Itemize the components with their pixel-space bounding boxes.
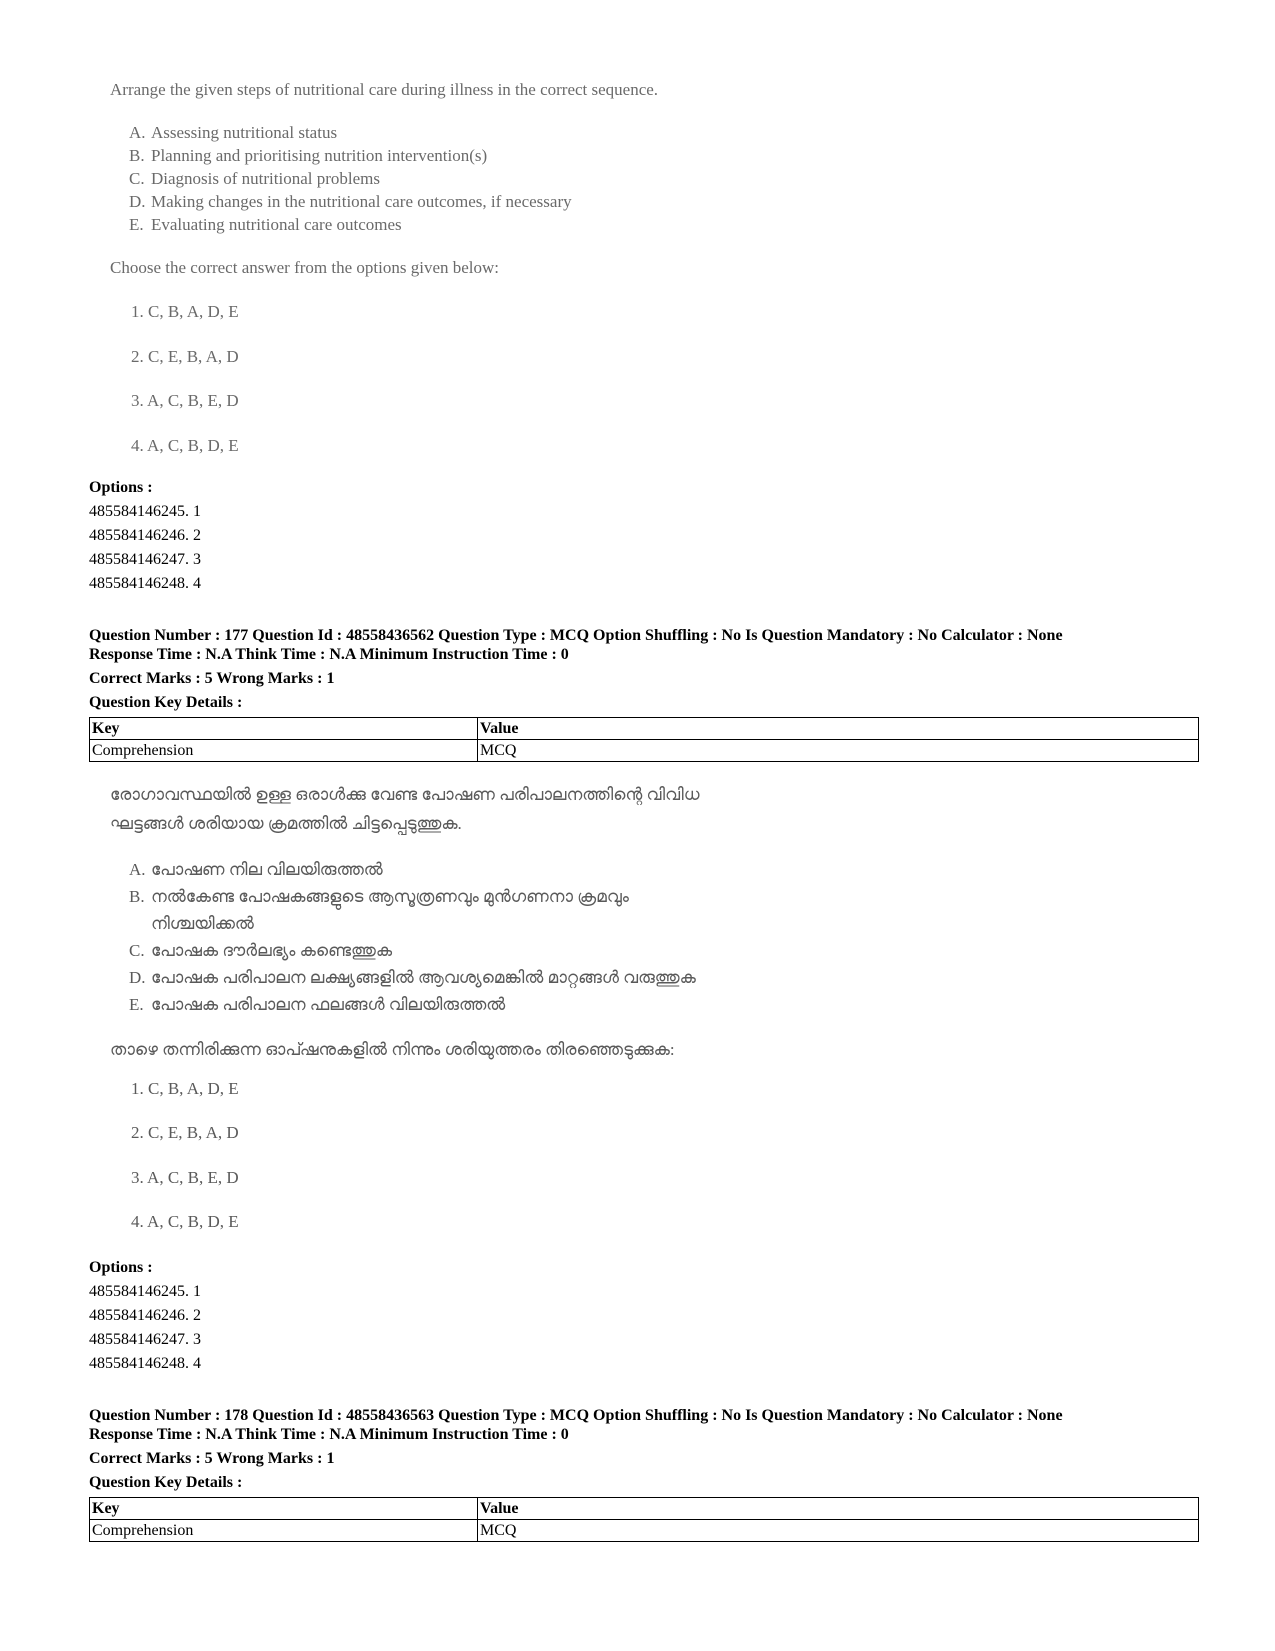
table-header-value: Value: [478, 718, 1199, 740]
table-cell-value: MCQ: [478, 740, 1199, 762]
table-header-key: Key: [90, 1498, 478, 1520]
option-item: 485584146246. 2: [89, 527, 201, 544]
table-header-value: Value: [478, 1498, 1199, 1520]
key-details-label: Question Key Details :: [89, 1474, 243, 1491]
answer-choice: 1. C, B, A, D, E: [131, 1079, 239, 1098]
step-item: C. Diagnosis of nutritional problems: [129, 169, 381, 188]
step-item: E. Evaluating nutritional care outcomes: [129, 215, 402, 234]
option-item: 485584146248. 4: [89, 1355, 201, 1372]
option-item: 485584146246. 2: [89, 1307, 201, 1324]
question-marks: Correct Marks : 5 Wrong Marks : 1: [89, 1450, 335, 1467]
question-stem-line: ഘട്ടങ്ങൾ ശരിയായ ക്രമത്തിൽ ചിട്ടപ്പെടുത്തുക.: [110, 814, 462, 833]
question-stem-line: രോഗാവസ്ഥയിൽ ഉള്ള ഒരാൾക്കു വേണ്ട പോഷണ പരിപാലനത്തിന്റെ വിവിധ: [110, 785, 700, 804]
table-header-key: Key: [90, 718, 478, 740]
option-item: 485584146247. 3: [89, 551, 201, 568]
answer-choice: 1. C, B, A, D, E: [131, 302, 239, 321]
options-label: Options :: [89, 479, 153, 496]
answer-choice: 2. C, E, B, A, D: [131, 347, 239, 366]
question-stem: Arrange the given steps of nutritional care during illness in the correct sequence.: [110, 80, 659, 99]
answer-choice: 2. C, E, B, A, D: [131, 1123, 239, 1142]
key-value-table: [89, 1497, 1199, 1542]
answer-choice: 4. A, C, B, D, E: [131, 436, 239, 455]
step-item: B. നൽകേണ്ട പോഷകങ്ങളുടെ ആസൂത്രണവും മുൻഗണനാ ക്രമവും: [129, 887, 629, 906]
answer-choice: 3. A, C, B, E, D: [131, 391, 239, 410]
step-item: A. പോഷണ നില വിലയിരുത്തൽ: [129, 860, 383, 879]
answer-choice: 4. A, C, B, D, E: [131, 1212, 239, 1231]
step-item: A. Assessing nutritional status: [129, 123, 338, 142]
key-details-label: Question Key Details :: [89, 694, 243, 711]
table-cell-value: MCQ: [478, 1520, 1199, 1542]
answer-choice: 3. A, C, B, E, D: [131, 1168, 239, 1187]
choose-instruction: താഴെ തന്നിരിക്കുന്ന ഓപ്ഷനുകളിൽ നിന്നും ശരിയുത്തരം തിരഞ്ഞെടുക്കുക:: [110, 1040, 675, 1059]
choose-instruction: Choose the correct answer from the options given below:: [110, 258, 500, 277]
question-meta-timing: Response Time : N.A Think Time : N.A Minimum Instruction Time : 0: [89, 1426, 569, 1443]
step-item: C. പോഷക ദൗർലഭ്യം കണ്ടെത്തുക: [129, 941, 393, 960]
question-meta-timing: Response Time : N.A Think Time : N.A Minimum Instruction Time : 0: [89, 646, 569, 663]
question-marks: Correct Marks : 5 Wrong Marks : 1: [89, 670, 335, 687]
option-item: 485584146248. 4: [89, 575, 201, 592]
options-label: Options :: [89, 1259, 153, 1276]
table-cell-key: Comprehension: [90, 740, 478, 762]
step-item: നിശ്ചയിക്കൽ: [151, 914, 254, 933]
step-item: B. Planning and prioritising nutrition intervention(s): [129, 146, 488, 165]
question-meta: Question Number : 178 Question Id : 48558436563 Question Type : MCQ Option Shuffling : No Is Question Mandatory : No Calculator : None: [89, 1407, 1063, 1424]
table-row: [90, 1520, 1199, 1542]
option-item: 485584146245. 1: [89, 503, 201, 520]
step-item: E. പോഷക പരിപാലന ഫലങ്ങൾ വിലയിരുത്തൽ: [129, 995, 506, 1014]
table-header-row: [90, 1498, 1199, 1520]
question-meta: Question Number : 177 Question Id : 48558436562 Question Type : MCQ Option Shuffling : No Is Question Mandatory : No Calculator : None: [89, 627, 1063, 644]
table-cell-key: Comprehension: [90, 1520, 478, 1542]
option-item: 485584146245. 1: [89, 1283, 201, 1300]
step-item: D. പോഷക പരിപാലന ലക്ഷ്യങ്ങളിൽ ആവശ്യമെങ്കിൽ മാറ്റങ്ങൾ വരുത്തുക: [129, 968, 696, 987]
step-item: D. Making changes in the nutritional care outcomes, if necessary: [129, 192, 572, 211]
option-item: 485584146247. 3: [89, 1331, 201, 1348]
